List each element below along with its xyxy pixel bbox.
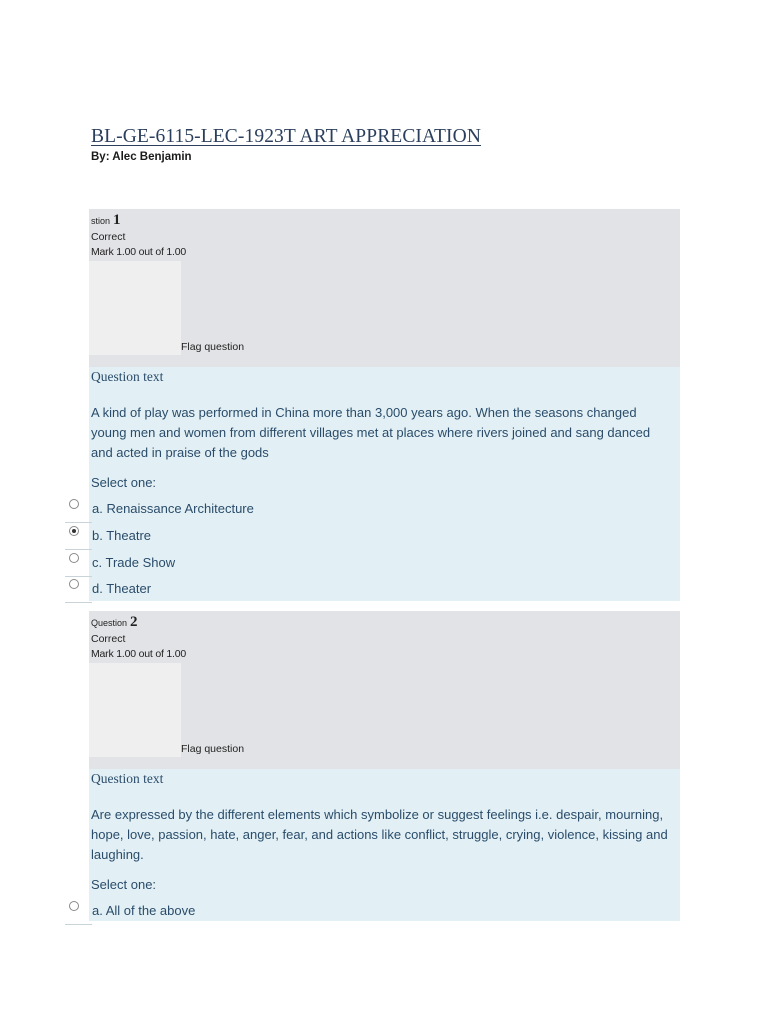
- flag-question-link[interactable]: Flag question: [181, 341, 245, 353]
- answer-label[interactable]: c. Trade Show: [92, 555, 176, 570]
- answer-option[interactable]: [65, 524, 680, 551]
- radio-button-selected[interactable]: [69, 526, 79, 536]
- answer-label[interactable]: d. Theater: [92, 581, 152, 596]
- flag-image-placeholder: [89, 663, 181, 757]
- answer-option[interactable]: [65, 577, 680, 604]
- answer-label[interactable]: a. All of the above: [92, 903, 196, 918]
- answer-option[interactable]: [65, 497, 680, 524]
- question-1-info: [89, 209, 680, 367]
- flag-question-link[interactable]: Flag question: [181, 743, 245, 755]
- radio-button[interactable]: [69, 499, 79, 509]
- row-divider: [65, 522, 92, 523]
- flag-image-placeholder: [89, 261, 181, 355]
- answer-label[interactable]: a. Renaissance Architecture: [92, 501, 254, 516]
- question-2-text: Are expressed by the different elements which symbolize or suggest feelings i.e. despair, mourning, hope, love, passion, hate, anger, fear, and actions like conflict, struggle, crying, violence, kissing and laughing.: [91, 807, 668, 862]
- question-state: Correct: [91, 633, 126, 645]
- question-1-text: A kind of play was performed in China more than 3,000 years ago. When the seasons changed young men and women from different villages met at places where rivers joined and sang danced and acted in praise of the gods: [91, 405, 651, 460]
- answer-label[interactable]: b. Theatre: [92, 528, 152, 543]
- question-2-info: [89, 611, 680, 769]
- question-number: stion 1: [91, 212, 121, 228]
- row-divider: [65, 602, 92, 603]
- row-divider: [65, 924, 92, 925]
- question-grade: Mark 1.00 out of 1.00: [91, 246, 187, 258]
- question-state: Correct: [91, 231, 126, 243]
- document-author: By: Alec Benjamin: [91, 151, 192, 163]
- document-title: BL-GE-6115-LEC-1923T ART APPRECIATION: [91, 126, 482, 147]
- radio-button[interactable]: [69, 553, 79, 563]
- answer-option[interactable]: [65, 551, 680, 578]
- answer-option[interactable]: [65, 899, 680, 926]
- question-text-heading: Question text: [91, 369, 164, 384]
- question-grade: Mark 1.00 out of 1.00: [91, 648, 187, 660]
- select-one-prompt: Select one:: [91, 877, 157, 892]
- radio-button[interactable]: [69, 579, 79, 589]
- select-one-prompt: Select one:: [91, 475, 157, 490]
- question-number: Question 2: [91, 614, 138, 630]
- question-text-heading: Question text: [91, 771, 164, 786]
- radio-button[interactable]: [69, 901, 79, 911]
- row-divider: [65, 549, 92, 550]
